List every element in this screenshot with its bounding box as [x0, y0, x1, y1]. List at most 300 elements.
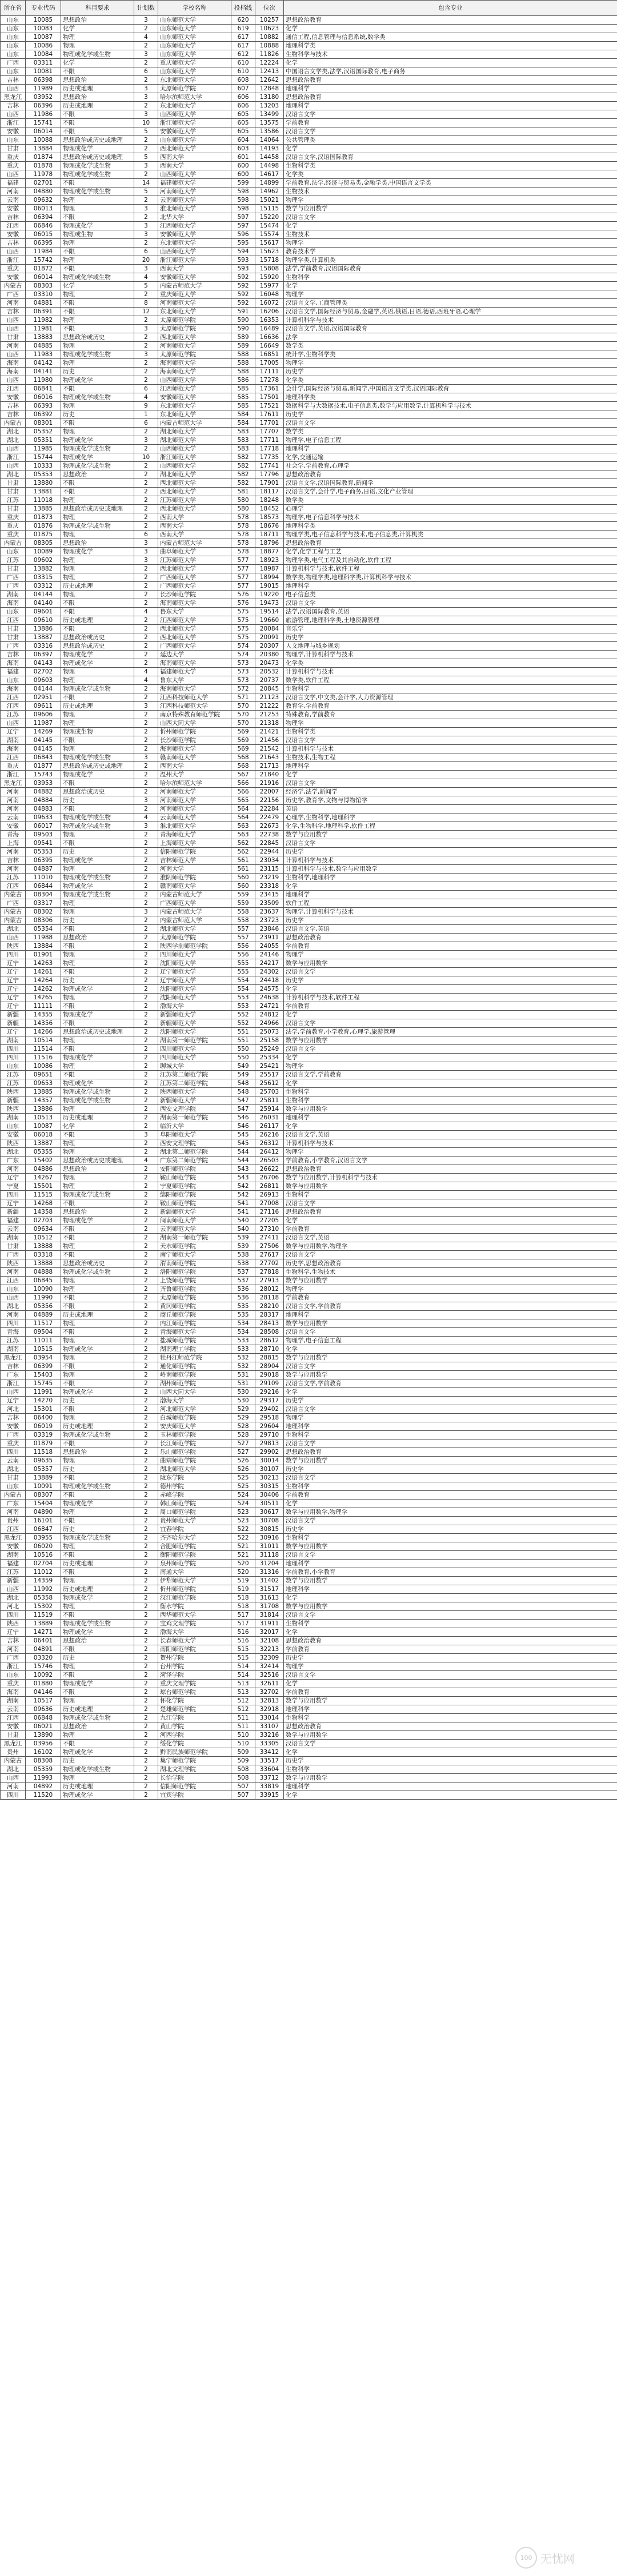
- cell-included-majors: 数据科学与大数据技术,电子信息类,数学与应用数学,计算机科学与技术: [284, 402, 617, 410]
- cell-subject-requirement: 历史或地理: [61, 1705, 134, 1714]
- cell-major-code: 10515: [26, 1345, 61, 1354]
- cell-school-name: 西南大学: [158, 762, 231, 771]
- cell-plan-count: 2: [134, 1560, 158, 1568]
- cell-major-code: 09601: [26, 608, 61, 616]
- cell-subject-requirement: 思想政治或历史: [61, 333, 134, 342]
- cell-major-code: 09606: [26, 711, 61, 719]
- cell-school-name: 内江师范学院: [158, 1319, 231, 1328]
- cell-province: 内蒙古: [1, 539, 26, 548]
- table-row: [1, 1242, 617, 1251]
- cell-cutoff-score: 515: [231, 1645, 255, 1654]
- cell-plan-count: 2: [134, 1337, 158, 1345]
- table-row: [1, 1508, 617, 1517]
- cell-included-majors: 思想政治教育: [284, 934, 617, 942]
- cell-school-name: 福建师范大学: [158, 179, 231, 188]
- cell-subject-requirement: 物理或化学: [61, 1594, 134, 1602]
- cell-plan-count: 3: [134, 539, 158, 548]
- cell-province: 山西: [1, 462, 26, 470]
- cell-school-name: 湖北师范大学: [158, 925, 231, 934]
- cell-school-name: 山东师范大学: [158, 136, 231, 145]
- cell-subject-requirement: 物理: [61, 1508, 134, 1517]
- cell-subject-requirement: 不限: [61, 1474, 134, 1482]
- cell-rank: 31204: [255, 1560, 284, 1568]
- cell-subject-requirement: 不限: [61, 1071, 134, 1079]
- cell-subject-requirement: 不限: [61, 1439, 134, 1448]
- cell-province: 湖北: [1, 1594, 26, 1602]
- cell-plan-count: 2: [134, 290, 158, 299]
- cell-plan-count: 2: [134, 1620, 158, 1628]
- table-row: [1, 385, 617, 393]
- cell-cutoff-score: 595: [231, 239, 255, 248]
- cell-plan-count: 2: [134, 719, 158, 728]
- table-row: [1, 1259, 617, 1268]
- cell-school-name: 广西师范大学: [158, 582, 231, 591]
- cell-province: 辽宁: [1, 994, 26, 1002]
- cell-subject-requirement: 不限: [61, 693, 134, 702]
- cell-major-code: 05352: [26, 428, 61, 436]
- cell-cutoff-score: 597: [231, 222, 255, 230]
- cell-province: 云南: [1, 1225, 26, 1234]
- cell-plan-count: 2: [134, 1568, 158, 1577]
- cell-plan-count: 2: [134, 1019, 158, 1028]
- cell-province: 广东: [1, 1157, 26, 1165]
- cell-cutoff-score: 588: [231, 368, 255, 376]
- cell-major-code: 01879: [26, 1439, 61, 1448]
- cell-included-majors: 数学类: [284, 428, 617, 436]
- cell-province: 吉林: [1, 76, 26, 85]
- table-row: [1, 839, 617, 848]
- cell-cutoff-score: 552: [231, 1011, 255, 1019]
- cell-subject-requirement: 物理: [61, 239, 134, 248]
- cell-school-name: 河北师范大学: [158, 1405, 231, 1414]
- cell-major-code: 14269: [26, 728, 61, 736]
- cell-subject-requirement: 物理或化学: [61, 1054, 134, 1062]
- cell-included-majors: 数学与应用数学: [284, 959, 617, 968]
- table-row: [1, 1568, 617, 1577]
- cell-cutoff-score: 552: [231, 1019, 255, 1028]
- cell-major-code: 15403: [26, 1371, 61, 1379]
- cell-subject-requirement: 不限: [61, 299, 134, 308]
- cell-rank: 22738: [255, 831, 284, 839]
- table-row: [1, 1765, 617, 1774]
- cell-major-code: 10087: [26, 33, 61, 42]
- cell-plan-count: 2: [134, 333, 158, 342]
- cell-province: 陕西: [1, 1139, 26, 1148]
- table-row: [1, 1740, 617, 1748]
- cell-cutoff-score: 559: [231, 899, 255, 908]
- cell-plan-count: 2: [134, 1328, 158, 1337]
- cell-subject-requirement: 物理: [61, 1662, 134, 1671]
- cell-cutoff-score: 566: [231, 779, 255, 788]
- cell-subject-requirement: 不限: [61, 779, 134, 788]
- cell-subject-requirement: 不限: [61, 213, 134, 222]
- cell-included-majors: 汉语言文学: [284, 1405, 617, 1414]
- cell-cutoff-score: 577: [231, 565, 255, 573]
- cell-cutoff-score: 604: [231, 136, 255, 145]
- table-row: [1, 1285, 617, 1294]
- cell-subject-requirement: 物理或化学: [61, 1791, 134, 1800]
- cell-subject-requirement: 不限: [61, 805, 134, 814]
- cell-included-majors: 英语: [284, 805, 617, 814]
- cell-cutoff-score: 575: [231, 608, 255, 616]
- cell-province: 河南: [1, 1508, 26, 1517]
- cell-cutoff-score: 530: [231, 1388, 255, 1397]
- cell-school-name: 太原师范学院: [158, 325, 231, 333]
- cell-included-majors: 统计学,生物科学类: [284, 350, 617, 359]
- cell-school-name: 淮北师范大学: [158, 205, 231, 213]
- cell-plan-count: 2: [134, 1457, 158, 1465]
- cell-subject-requirement: 物理: [61, 531, 134, 539]
- cell-province: 陕西: [1, 942, 26, 951]
- cell-subject-requirement: 不限: [61, 1002, 134, 1011]
- cell-plan-count: 14: [134, 179, 158, 188]
- cell-cutoff-score: 567: [231, 771, 255, 779]
- cell-school-name: 山东师范大学: [158, 42, 231, 50]
- cell-school-name: 西北师范大学: [158, 488, 231, 496]
- cell-major-code: 10087: [26, 1122, 61, 1131]
- cell-included-majors: 地理科学: [284, 582, 617, 591]
- cell-major-code: 02701: [26, 179, 61, 188]
- cell-plan-count: 2: [134, 856, 158, 865]
- cell-school-name: 湖北第二师范学院: [158, 1148, 231, 1157]
- table-row: [1, 85, 617, 93]
- cell-school-name: 曲靖师范学院: [158, 1457, 231, 1465]
- cell-major-code: 13886: [26, 1105, 61, 1114]
- cell-included-majors: 学前教育,小学教育: [284, 1568, 617, 1577]
- cell-subject-requirement: 不限: [61, 325, 134, 333]
- cell-major-code: 06401: [26, 1637, 61, 1645]
- cell-province: 福建: [1, 1560, 26, 1568]
- cell-cutoff-score: 530: [231, 1397, 255, 1405]
- cell-cutoff-score: 547: [231, 1096, 255, 1105]
- cell-major-code: 06843: [26, 753, 61, 762]
- cell-school-name: 山东师范大学: [158, 33, 231, 42]
- cell-rank: 14458: [255, 153, 284, 162]
- cell-major-code: 13889: [26, 1620, 61, 1628]
- table-row: [1, 16, 617, 25]
- cell-included-majors: 物理学,计算机科学与技术: [284, 908, 617, 916]
- cell-rank: 33604: [255, 1765, 284, 1774]
- cell-plan-count: 2: [134, 1114, 158, 1122]
- cell-plan-count: 2: [134, 470, 158, 479]
- cell-plan-count: 2: [134, 1028, 158, 1036]
- cell-cutoff-score: 520: [231, 1560, 255, 1568]
- cell-included-majors: 物理学: [284, 239, 617, 248]
- cell-subject-requirement: 不限: [61, 1251, 134, 1259]
- cell-plan-count: 2: [134, 1645, 158, 1654]
- cell-plan-count: 2: [134, 693, 158, 702]
- cell-rank: 30315: [255, 1482, 284, 1491]
- cell-school-name: 西南大学: [158, 522, 231, 531]
- cell-included-majors: 化学: [284, 1011, 617, 1019]
- table-row: [1, 1131, 617, 1139]
- cell-rank: 12642: [255, 76, 284, 85]
- table-row: [1, 1182, 617, 1191]
- cell-province: 山西: [1, 934, 26, 942]
- cell-plan-count: 8: [134, 299, 158, 308]
- cell-major-code: 03954: [26, 1354, 61, 1362]
- cell-plan-count: 2: [134, 968, 158, 976]
- cell-cutoff-score: 557: [231, 925, 255, 934]
- cell-school-name: 韩山师范学院: [158, 1500, 231, 1508]
- table-row: [1, 676, 617, 685]
- cell-included-majors: 历史学: [284, 1397, 617, 1405]
- cell-major-code: 03320: [26, 1654, 61, 1662]
- cell-province: 山东: [1, 608, 26, 616]
- cell-included-majors: 思想政治教育: [284, 16, 617, 25]
- cell-major-code: 01875: [26, 531, 61, 539]
- cell-cutoff-score: 583: [231, 428, 255, 436]
- cell-subject-requirement: 历史或地理: [61, 102, 134, 110]
- table-row: [1, 556, 617, 565]
- cell-subject-requirement: 不限: [61, 1568, 134, 1577]
- cell-province: 甘肃: [1, 333, 26, 342]
- cell-rank: 32213: [255, 1645, 284, 1654]
- cell-province: 山东: [1, 1482, 26, 1491]
- cell-province: 江苏: [1, 556, 26, 565]
- cell-major-code: 10092: [26, 1671, 61, 1680]
- cell-province: 新疆: [1, 1208, 26, 1217]
- cell-cutoff-score: 620: [231, 16, 255, 25]
- cell-plan-count: 2: [134, 1319, 158, 1328]
- cell-cutoff-score: 572: [231, 685, 255, 693]
- cell-major-code: 08305: [26, 539, 61, 548]
- cell-plan-count: 2: [134, 462, 158, 470]
- cell-rank: 17718: [255, 445, 284, 453]
- table-row: [1, 1217, 617, 1225]
- cell-major-code: 05353: [26, 470, 61, 479]
- cell-rank: 31011: [255, 1542, 284, 1551]
- cell-province: 山东: [1, 16, 26, 25]
- cell-included-majors: 汉语言文学: [284, 1439, 617, 1448]
- cell-included-majors: 化学: [284, 1122, 617, 1131]
- cell-cutoff-score: 512: [231, 1705, 255, 1714]
- cell-plan-count: 2: [134, 1302, 158, 1311]
- cell-province: 黑龙江: [1, 1354, 26, 1362]
- cell-rank: 10623: [255, 25, 284, 33]
- cell-major-code: 06020: [26, 1542, 61, 1551]
- cell-rank: 29317: [255, 1397, 284, 1405]
- cell-school-name: 洛阳师范学院: [158, 1268, 231, 1277]
- cell-plan-count: 2: [134, 1225, 158, 1234]
- cell-plan-count: 2: [134, 633, 158, 642]
- cell-cutoff-score: 509: [231, 1748, 255, 1757]
- cell-rank: 20845: [255, 685, 284, 693]
- cell-rank: 24302: [255, 968, 284, 976]
- cell-province: 浙江: [1, 256, 26, 265]
- cell-cutoff-score: 569: [231, 728, 255, 736]
- cell-plan-count: 2: [134, 1002, 158, 1011]
- cell-plan-count: 3: [134, 162, 158, 170]
- cell-major-code: 08308: [26, 1757, 61, 1765]
- cell-rank: 15718: [255, 256, 284, 265]
- cell-cutoff-score: 578: [231, 531, 255, 539]
- cell-plan-count: 2: [134, 1680, 158, 1688]
- cell-included-majors: 会计学,国际经济与贸易,新闻学,中国语言文学类,汉语国际教育: [284, 385, 617, 393]
- cell-major-code: 13884: [26, 145, 61, 153]
- table-row: [1, 736, 617, 745]
- cell-included-majors: 化学: [284, 1054, 617, 1062]
- cell-school-name: 重庆师范大学: [158, 290, 231, 299]
- cell-cutoff-score: 556: [231, 942, 255, 951]
- cell-rank: 18987: [255, 565, 284, 573]
- table-row: [1, 248, 617, 256]
- cell-cutoff-score: 536: [231, 1285, 255, 1294]
- cell-plan-count: 2: [134, 788, 158, 796]
- cell-included-majors: 地理科学类: [284, 522, 617, 531]
- cell-included-majors: 软件工程: [284, 899, 617, 908]
- table-row: [1, 256, 617, 265]
- cell-school-name: 海南师范大学: [158, 745, 231, 753]
- cell-subject-requirement: 物理或化学: [61, 376, 134, 385]
- cell-major-code: 14261: [26, 968, 61, 976]
- table-row: [1, 393, 617, 402]
- cell-school-name: 广东第二师范学院: [158, 1157, 231, 1165]
- table-row: [1, 1774, 617, 1783]
- cell-rank: 21123: [255, 693, 284, 702]
- cell-major-code: 11988: [26, 934, 61, 942]
- cell-major-code: 03310: [26, 290, 61, 299]
- cell-plan-count: 2: [134, 565, 158, 573]
- cell-rank: 30708: [255, 1517, 284, 1525]
- cell-included-majors: 教育学,学前教育: [284, 702, 617, 711]
- cell-included-majors: 地理科学: [284, 1560, 617, 1568]
- cell-included-majors: 物理学类,电气工程及其自动化,软件工程: [284, 556, 617, 565]
- cell-plan-count: 2: [134, 1174, 158, 1182]
- cell-plan-count: 2: [134, 891, 158, 899]
- cell-major-code: 11012: [26, 1568, 61, 1577]
- table-row: [1, 1731, 617, 1740]
- cell-rank: 22944: [255, 848, 284, 856]
- cell-school-name: 河南大学: [158, 865, 231, 874]
- cell-subject-requirement: 物理或化学或生物: [61, 445, 134, 453]
- cell-major-code: 11011: [26, 1337, 61, 1345]
- cell-included-majors: 音乐学: [284, 625, 617, 633]
- table-row: [1, 42, 617, 50]
- cell-major-code: 05357: [26, 1465, 61, 1474]
- cell-school-name: 西北师范大学: [158, 505, 231, 513]
- cell-rank: 28012: [255, 1285, 284, 1294]
- cell-major-code: 11982: [26, 316, 61, 325]
- cell-school-name: 通化师范学院: [158, 1362, 231, 1371]
- cell-rank: 16048: [255, 290, 284, 299]
- cell-subject-requirement: 物理或化学: [61, 453, 134, 462]
- cell-school-name: 新疆师范大学: [158, 1019, 231, 1028]
- cell-province: 河南: [1, 188, 26, 196]
- cell-included-majors: 思想政治教育: [284, 470, 617, 479]
- cell-included-majors: 历史学: [284, 633, 617, 642]
- cell-included-majors: 汉语言文学: [284, 1045, 617, 1054]
- cell-major-code: 08307: [26, 1491, 61, 1500]
- cell-cutoff-score: 564: [231, 805, 255, 814]
- cell-cutoff-score: 607: [231, 85, 255, 93]
- cell-included-majors: 物理学,电子信息工程: [284, 1337, 617, 1345]
- table-row: [1, 410, 617, 419]
- cell-included-majors: 汉语言文学,学前教育: [284, 1379, 617, 1388]
- cell-included-majors: 特殊教育,学前教育: [284, 711, 617, 719]
- cell-major-code: 03956: [26, 1740, 61, 1748]
- cell-subject-requirement: 历史: [61, 368, 134, 376]
- cell-rank: 25914: [255, 1105, 284, 1114]
- table-row: [1, 985, 617, 994]
- table-row: [1, 513, 617, 522]
- cell-province: 安徽: [1, 393, 26, 402]
- cell-cutoff-score: 581: [231, 488, 255, 496]
- cell-rank: 29902: [255, 1448, 284, 1457]
- cell-province: 内蒙古: [1, 908, 26, 916]
- cell-subject-requirement: 不限: [61, 1551, 134, 1560]
- cell-school-name: 泉州师范学院: [158, 1560, 231, 1568]
- cell-subject-requirement: 物理: [61, 1371, 134, 1379]
- table-row: [1, 1079, 617, 1088]
- cell-cutoff-score: 537: [231, 1268, 255, 1277]
- cell-school-name: 山西师范大学: [158, 170, 231, 179]
- cell-school-name: 陕西学前师范学院: [158, 942, 231, 951]
- cell-included-majors: 生物科学: [284, 1096, 617, 1105]
- cell-rank: 16649: [255, 342, 284, 350]
- cell-rank: 33712: [255, 1774, 284, 1783]
- cell-rank: 23415: [255, 891, 284, 899]
- cell-rank: 19473: [255, 599, 284, 608]
- cell-major-code: 03317: [26, 899, 61, 908]
- cell-included-majors: 汉语言文学: [284, 1611, 617, 1620]
- table-row: [1, 831, 617, 839]
- cell-major-code: 11985: [26, 445, 61, 453]
- cell-cutoff-score: 563: [231, 831, 255, 839]
- cell-included-majors: 物理学: [284, 1148, 617, 1157]
- cell-major-code: 01901: [26, 951, 61, 959]
- table-row: [1, 1491, 617, 1500]
- cell-plan-count: 9: [134, 402, 158, 410]
- cell-province: 广西: [1, 899, 26, 908]
- cell-major-code: 06014: [26, 127, 61, 136]
- cell-province: 广西: [1, 1251, 26, 1259]
- cell-province: 河南: [1, 1783, 26, 1791]
- cell-subject-requirement: 历史: [61, 1465, 134, 1474]
- cell-province: 重庆: [1, 522, 26, 531]
- cell-cutoff-score: 534: [231, 1319, 255, 1328]
- cell-plan-count: 2: [134, 1096, 158, 1105]
- cell-plan-count: 6: [134, 67, 158, 76]
- cell-cutoff-score: 550: [231, 1054, 255, 1062]
- cell-school-name: 山西师范大学: [158, 462, 231, 470]
- cell-plan-count: 2: [134, 1551, 158, 1560]
- cell-included-majors: 历史学,思想政治教育: [284, 1259, 617, 1268]
- cell-province: 湖南: [1, 736, 26, 745]
- cell-school-name: 东北师范大学: [158, 402, 231, 410]
- cell-rank: 15115: [255, 205, 284, 213]
- cell-rank: 14617: [255, 170, 284, 179]
- table-row: [1, 1757, 617, 1765]
- table-row: [1, 1199, 617, 1208]
- table-row: [1, 162, 617, 170]
- table-row: [1, 882, 617, 891]
- cell-province: 福建: [1, 1217, 26, 1225]
- cell-province: 吉林: [1, 856, 26, 865]
- cell-rank: 29402: [255, 1405, 284, 1414]
- cell-included-majors: 电子信息类: [284, 591, 617, 599]
- cell-major-code: 11111: [26, 1002, 61, 1011]
- cell-plan-count: 5: [134, 127, 158, 136]
- cell-plan-count: 2: [134, 1285, 158, 1294]
- cell-rank: 26811: [255, 1182, 284, 1191]
- cell-school-name: 南京特殊教育师范学院: [158, 711, 231, 719]
- cell-major-code: 01877: [26, 762, 61, 771]
- cell-school-name: 黔南民族师范学院: [158, 1748, 231, 1757]
- cell-included-majors: 化学: [284, 222, 617, 230]
- cell-included-majors: 心理学: [284, 505, 617, 513]
- cell-included-majors: 中国语言文学类,法学,汉语国际教育,电子商务: [284, 67, 617, 76]
